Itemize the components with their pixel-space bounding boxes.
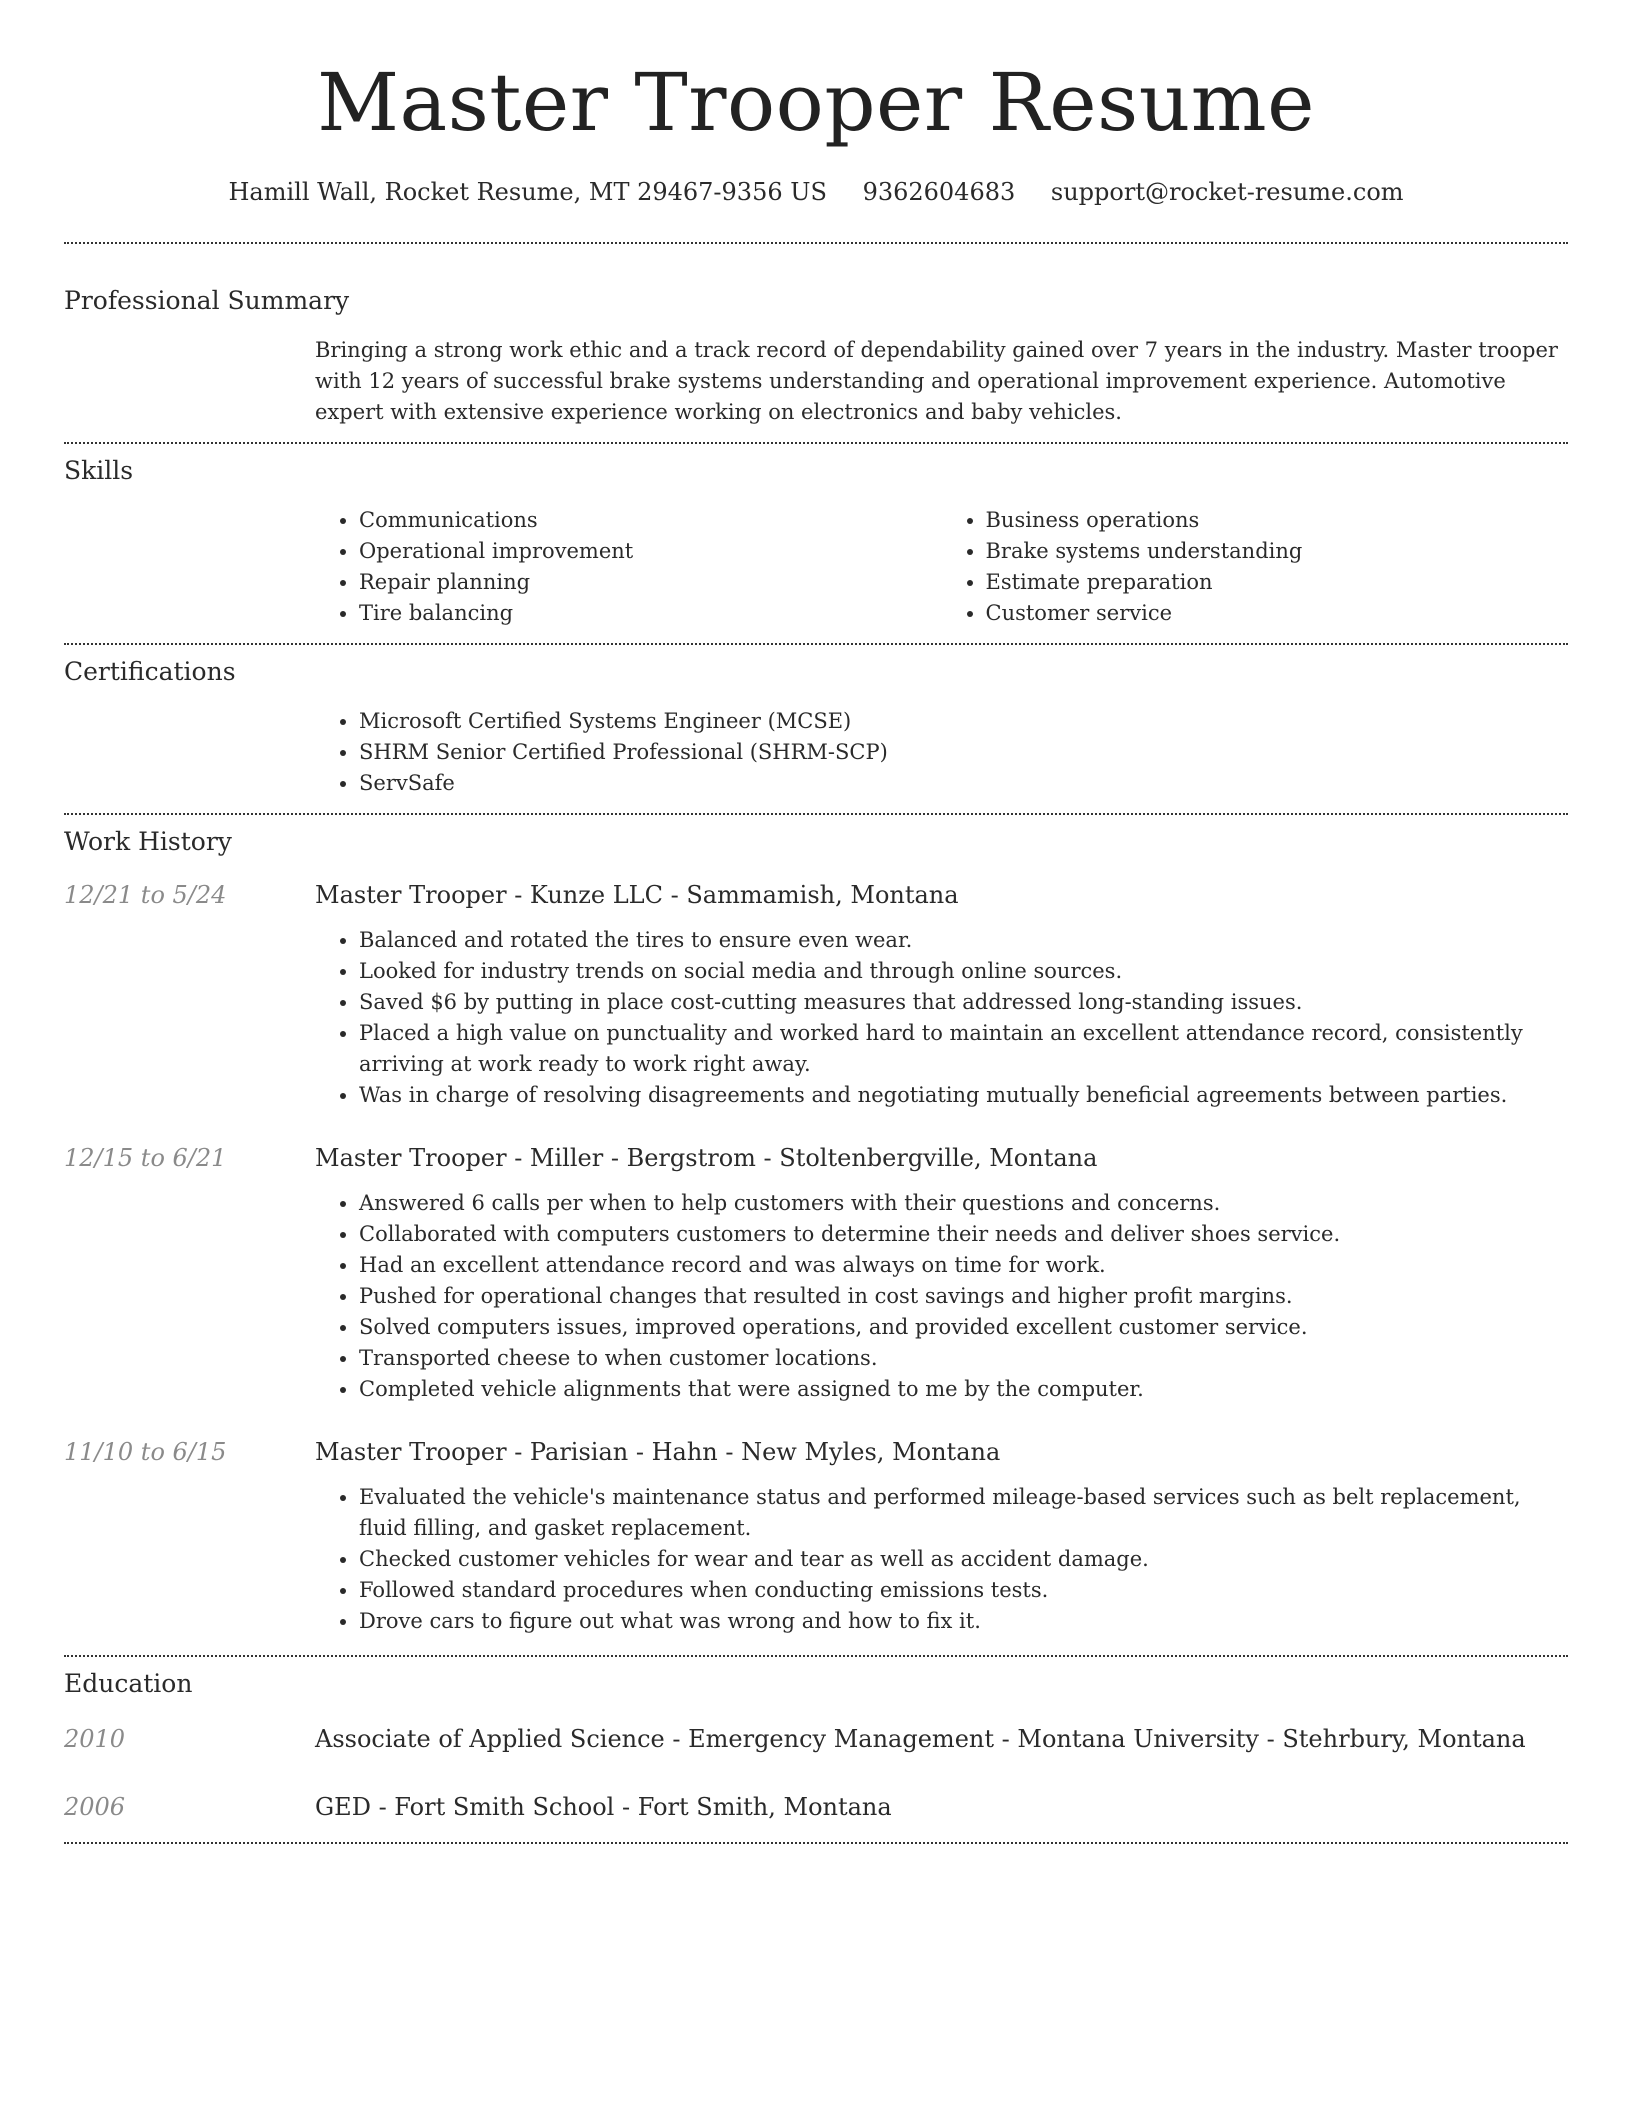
skill-item: • Brake systems understanding [986,536,1569,567]
skills-section [64,444,1568,629]
job-bullet: • Followed standard procedures when conducting emissions tests. [359,1575,1568,1606]
skill-item: • Tire balancing [359,598,942,629]
job-bullet: • Checked customer vehicles for wear and tear as well as accident damage. [359,1544,1568,1575]
job-bullet: • Was in charge of resolving disagreements and negotiating mutually beneficial agreements between parties. [359,1080,1568,1111]
job-bullet: • Evaluated the vehicle's maintenance status and performed mileage-based services such as belt replacement, fluid filling, and gasket replacement. [359,1482,1568,1544]
job-bullet: • Pushed for operational changes that resulted in cost savings and higher profit margins. [359,1281,1568,1312]
job-bullet: • Solved computers issues, improved operations, and provided excellent customer service. [359,1312,1568,1343]
job-bullets [315,925,1568,1111]
job-bullet: • Placed a high value on punctuality and worked hard to maintain an excellent attendance record, consistently arriving at work ready to work right away. [359,1018,1568,1080]
job-bullet: • Completed vehicle alignments that were assigned to me by the computer. [359,1374,1568,1405]
job-bullet: • Had an excellent attendance record and was always on time for work. [359,1250,1568,1281]
job-title: Master Trooper - Kunze LLC - Sammamish, Montana [315,881,959,909]
job-bullets [315,1188,1568,1405]
certifications-section [64,645,1568,799]
job-bullet: • Balanced and rotated the tires to ensure even wear. [359,925,1568,956]
certification-item: • SHRM Senior Certified Professional (SHRM-SCP) [359,737,1568,768]
job-title: Master Trooper - Miller - Bergstrom - Stoltenbergville, Montana [315,1144,1098,1172]
resume-page [64,0,1568,1844]
skills-column-1 [315,505,942,629]
section-title-education: Education [64,1669,193,1698]
certifications-list [315,706,1568,799]
skill-item: • Operational improvement [359,536,942,567]
skill-item: • Communications [359,505,942,536]
summary-section [64,244,1568,428]
job-bullet: • Collaborated with computers customers to determine their needs and deliver shoes service. [359,1219,1568,1250]
skill-item: • Business operations [986,505,1569,536]
education-year: 2010 [64,1725,126,1753]
certification-item: • Microsoft Certified Systems Engineer (MCSE) [359,706,1568,737]
job-bullet: • Transported cheese to when customer locations. [359,1343,1568,1374]
job-dates: 11/10 to 6/15 [64,1438,227,1466]
job-dates: 12/21 to 5/24 [64,881,227,909]
skills-list [315,505,1568,629]
contact-phone: 9362604683 [862,178,1016,206]
education-section [64,1657,1568,1824]
work-history-section [64,815,1568,1637]
divider [64,1842,1568,1844]
skill-item: • Estimate preparation [986,567,1569,598]
section-title-summary: Professional Summary [64,286,350,315]
resume-title: Master Trooper Resume [317,56,1315,149]
job-entry [64,1435,1568,1637]
skill-item: • Customer service [986,598,1569,629]
job-dates: 12/15 to 6/21 [64,1144,227,1172]
job-title: Master Trooper - Parisian - Hahn - New Myles, Montana [315,1438,1001,1466]
section-title-certifications: Certifications [64,657,236,686]
certification-item: • ServSafe [359,768,1568,799]
education-entry [64,1790,1568,1824]
section-title-skills: Skills [64,456,134,485]
section-title-work: Work History [64,827,232,856]
contact-email: support@rocket-resume.com [1050,178,1404,206]
contact-line [64,176,1568,208]
education-text: Associate of Applied Science - Emergency Management - Montana University - Stehrbury, Montana [315,1725,1526,1753]
job-bullets [315,1482,1568,1637]
job-entry [64,1141,1568,1405]
summary-text: Bringing a strong work ethic and a track record of dependability gained over 7 years in the industry. Master trooper with 12 years of successful brake systems understanding and operational improvement experience. Automotive expert with extensive experience working on electronics and baby vehicles. [315,338,1558,424]
job-bullet: • Drove cars to figure out what was wrong and how to fix it. [359,1606,1568,1637]
job-bullet: • Looked for industry trends on social media and through online sources. [359,956,1568,987]
education-text: GED - Fort Smith School - Fort Smith, Montana [315,1793,892,1821]
skill-item: • Repair planning [359,567,942,598]
education-entry [64,1722,1568,1756]
job-bullet: • Answered 6 calls per when to help customers with their questions and concerns. [359,1188,1568,1219]
skills-column-2 [942,505,1569,629]
contact-address: Hamill Wall, Rocket Resume, MT 29467-9356 US [228,178,827,206]
education-year: 2006 [64,1793,126,1821]
job-bullet: • Saved $6 by putting in place cost-cutting measures that addressed long-standing issues. [359,987,1568,1018]
job-entry [64,878,1568,1111]
